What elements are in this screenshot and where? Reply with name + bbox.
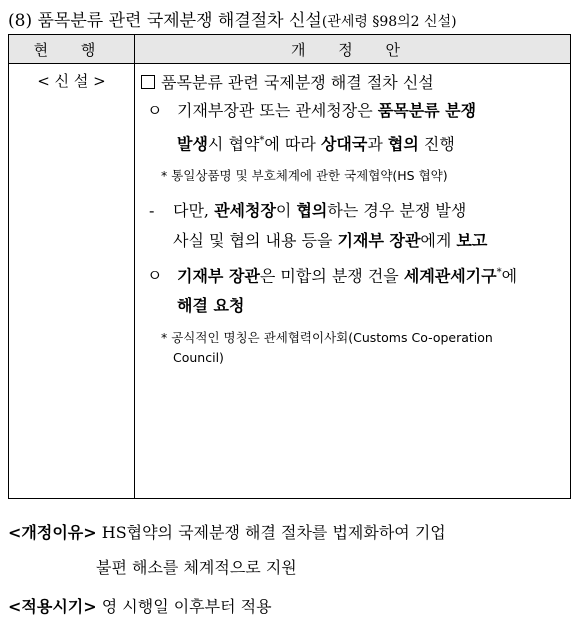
item-3-text-2: 에	[501, 266, 518, 286]
reason-label: <개정이유>	[8, 523, 97, 542]
section-title-reference: (관세령 §98의2 신설)	[321, 14, 457, 30]
item-3-text: 은 미합의 분쟁 건을	[259, 266, 404, 286]
footnote-1: * 통일상품명 및 부호체계에 관한 국제협약(HS 협약)	[161, 168, 448, 183]
revision-heading	[141, 70, 434, 93]
revision-heading-text: 품목분류 관련 국제분쟁 해결 절차 신설	[161, 73, 434, 92]
section-title	[8, 6, 457, 31]
current-value: < 신 설 >	[37, 72, 106, 90]
item-1-bullet: ㅇ	[147, 101, 163, 120]
checkbox-square-icon	[141, 75, 155, 89]
item-3-bold-1: 기재부 장관	[177, 266, 260, 286]
item-2-bold-3: 기재부 장관	[337, 231, 421, 250]
item-1-text-3: 에 따라	[264, 134, 321, 154]
item-3-bold-3: 해결 요청	[177, 296, 245, 316]
footnote-2-line-2: Council)	[173, 350, 224, 365]
item-1-text-5: 진행	[418, 134, 455, 154]
reason-line-1: HS협약의 국제분쟁 해결 절차를 법제화하여 기업	[101, 523, 446, 542]
item-1-bold-4: 협의	[387, 134, 419, 154]
item-3-footnote-mark: *	[496, 267, 502, 278]
current-cell	[9, 64, 135, 499]
footnote-2	[161, 328, 569, 368]
reason-section	[8, 520, 446, 543]
item-2-text-5: 에게	[420, 231, 457, 250]
item-2-bullet: -	[149, 201, 155, 220]
item-2-bold-2: 협의	[296, 201, 328, 220]
item-3-bold-2: 세계관세기구	[403, 266, 497, 286]
effective-date-text: 영 시행일 이후부터 적용	[101, 597, 272, 616]
item-1-text-4: 과	[367, 134, 388, 154]
table-header-row	[9, 35, 571, 64]
footnote-2-line-1: * 공식적인 명칭은 관세협력이사회(Customs Co-operation	[161, 330, 493, 345]
item-1	[147, 96, 567, 159]
item-2-text-4: 사실 및 협의 내용 등을	[173, 231, 338, 250]
effective-date-section	[8, 594, 272, 617]
item-1-bold-1: 품목분류 분쟁	[377, 101, 477, 120]
item-1-bold-2: 발생	[177, 134, 208, 154]
item-2	[149, 196, 569, 256]
table-row	[9, 64, 571, 499]
item-3-bullet: ㅇ	[147, 266, 163, 286]
item-2-bold-1: 관세청장	[214, 201, 276, 220]
section-title-main: (8) 품목분류 관련 국제분쟁 해결절차 신설	[8, 11, 322, 31]
effective-date-label: <적용시기>	[8, 597, 97, 616]
item-3	[147, 258, 567, 321]
item-1-text: 기재부장관 또는 관세청장은	[177, 101, 378, 120]
item-2-text-2: 이	[275, 201, 297, 220]
item-1-text-2: 시 협약	[207, 134, 260, 154]
reason-line-2: 불편 해소를 체계적으로 지원	[96, 558, 297, 577]
comparison-table	[8, 34, 571, 499]
revised-cell	[135, 64, 571, 499]
column-header-current: 현 행	[9, 35, 135, 64]
item-2-text-3: 하는 경우 분쟁 발생	[327, 201, 467, 220]
item-1-footnote-mark: *	[259, 135, 265, 146]
item-2-bold-4: 보고	[456, 231, 488, 250]
item-1-bold-3: 상대국	[320, 134, 368, 154]
column-header-revised: 개 정 안	[135, 35, 571, 64]
item-2-text: 다만,	[173, 201, 215, 220]
